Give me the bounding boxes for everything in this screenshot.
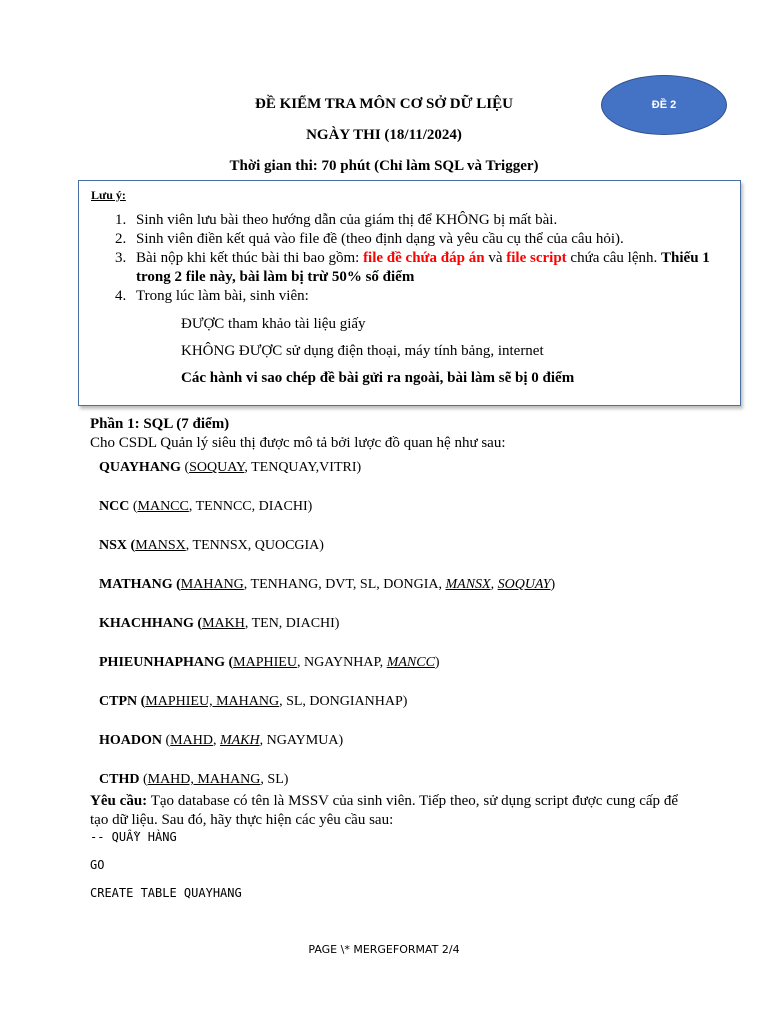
note-number: 1. bbox=[115, 212, 127, 228]
note-text: Bài nộp khi kết thúc bài thi bao gồm: bbox=[136, 250, 364, 266]
relation-name: NSX bbox=[99, 538, 128, 553]
code-go: GO bbox=[90, 858, 105, 872]
note-text: Sinh viên lưu bài theo hướng dẫn của giám thị để KHÔNG bị mất bài. bbox=[136, 212, 558, 228]
relation-name: MATHANG bbox=[99, 577, 173, 592]
attributes: , NGAYNHAP, bbox=[296, 655, 387, 670]
primary-key: MAHD bbox=[170, 733, 213, 748]
exam-date: NGÀY THI (18/11/2024) bbox=[306, 127, 462, 143]
foreign-key: MAKH bbox=[219, 733, 260, 748]
note-item-4 bbox=[115, 287, 715, 306]
primary-key: MANCC bbox=[137, 499, 189, 514]
requirement-text: Tạo database có tên là MSSV của sinh viên. Tiếp theo, sử dụng script được cung cấp để tạo dữ liệu. Sau đó, hãy thực hiện các yêu cầu sau: bbox=[90, 793, 679, 828]
schema-hoadon: HOADON (MAHD, MAKH, NGAYMUA) bbox=[99, 733, 344, 748]
attributes: , TENNCC, DIACHI) bbox=[188, 499, 313, 514]
schema-ncc: NCC (MANCC, TENNCC, DIACHI) bbox=[99, 499, 313, 514]
requirement-label: Yêu cầu: bbox=[90, 793, 148, 809]
primary-key: MAHANG bbox=[180, 577, 244, 592]
notes-label: Lưu ý: bbox=[91, 188, 126, 202]
relation-name: PHIEUNHAPHANG bbox=[99, 655, 225, 670]
note-text: chứa câu lệnh. bbox=[566, 250, 662, 266]
attributes: , NGAYMUA) bbox=[259, 733, 344, 748]
relation-name: CTPN bbox=[99, 694, 138, 709]
document-title: ĐỀ KIỂM TRA MÔN CƠ SỞ DỮ LIỆU bbox=[255, 96, 513, 112]
note-item-3 bbox=[115, 249, 715, 287]
part1-heading: Phần 1: SQL (7 điểm) bbox=[90, 416, 230, 432]
note-sub-item: Các hành vi sao chép đề bài gửi ra ngoài, bài làm sẽ bị 0 điểm bbox=[181, 370, 575, 386]
relation-name: HOADON bbox=[99, 733, 162, 748]
note-text: Trong lúc làm bài, sinh viên: bbox=[136, 288, 309, 304]
relation-name: QUAYHANG bbox=[99, 460, 181, 475]
note-penalty: Thiếu 1 trong 2 file này, bài làm bị trừ 50% số điểm bbox=[136, 250, 710, 285]
code-comment: -- QUẦY HÀNG bbox=[90, 830, 177, 844]
attributes: , TEN, DIACHI) bbox=[244, 616, 340, 631]
primary-key: MAHD, MAHANG bbox=[147, 772, 261, 787]
attributes: , TENNSX, QUOCGIA) bbox=[185, 538, 324, 553]
note-text: Sinh viên điền kết quả vào file đề (theo định dạng và yêu cầu cụ thể của câu hỏi). bbox=[136, 231, 624, 247]
page-footer: PAGE \* MERGEFORMAT 2/4 bbox=[308, 943, 460, 956]
notes-list bbox=[115, 211, 715, 306]
note-sub-item: ĐƯỢC tham khảo tài liệu giấy bbox=[181, 316, 366, 332]
note-sub-item: KHÔNG ĐƯỢC sử dụng điện thoại, máy tính bảng, internet bbox=[181, 343, 544, 359]
note-number: 2. bbox=[115, 231, 127, 247]
part1-intro: Cho CSDL Quản lý siêu thị được mô tả bởi lược đồ quan hệ như sau: bbox=[90, 435, 506, 451]
note-highlight: file đề chứa đáp án bbox=[363, 250, 485, 266]
primary-key: MANSX bbox=[135, 538, 186, 553]
primary-key: MAPHIEU, MAHANG bbox=[145, 694, 280, 709]
foreign-key: MANSX bbox=[445, 577, 491, 592]
attributes: , TENHANG, DVT, SL, DONGIA, bbox=[243, 577, 446, 592]
relation-name: CTHD bbox=[99, 772, 140, 787]
schema-quayhang: QUAYHANG (SOQUAY, TENQUAY,VITRI) bbox=[99, 460, 362, 475]
exam-duration: Thời gian thi: 70 phút (Chỉ làm SQL và Trigger) bbox=[229, 158, 539, 174]
exam-code-label: ĐỀ 2 bbox=[651, 99, 677, 111]
schema-ctpn: CTPN (MAPHIEU, MAHANG, SL, DONGIANHAP) bbox=[99, 694, 408, 709]
schema-nsx: NSX (MANSX, TENNSX, QUOCGIA) bbox=[99, 538, 324, 553]
notes-box bbox=[78, 180, 741, 406]
relation-name: NCC bbox=[99, 499, 130, 514]
requirement-paragraph bbox=[90, 792, 678, 830]
foreign-key: MANCC bbox=[386, 655, 435, 670]
note-item-2 bbox=[115, 230, 715, 249]
note-text: và bbox=[484, 250, 507, 266]
primary-key: SOQUAY bbox=[189, 460, 245, 475]
note-highlight: file script bbox=[506, 250, 567, 266]
schema-khachhang: KHACHHANG (MAKH, TEN, DIACHI) bbox=[99, 616, 340, 631]
attributes: , SL, DONGIANHAP) bbox=[279, 694, 408, 709]
primary-key: MAPHIEU bbox=[233, 655, 297, 670]
code-create-table: CREATE TABLE QUAYHANG bbox=[90, 886, 242, 900]
schema-phieunhaphang: PHIEUNHAPHANG (MAPHIEU, NGAYNHAP, MANCC) bbox=[99, 655, 440, 670]
primary-key: MAKH bbox=[202, 616, 245, 631]
relation-name: KHACHHANG bbox=[99, 616, 194, 631]
note-number: 3. bbox=[115, 250, 127, 266]
note-number: 4. bbox=[115, 288, 127, 304]
attributes: , SL) bbox=[260, 772, 289, 787]
schema-mathang: MATHANG (MAHANG, TENHANG, DVT, SL, DONGIA, MANSX, SOQUAY) bbox=[99, 577, 556, 592]
foreign-key: SOQUAY bbox=[497, 577, 551, 592]
attributes: , TENQUAY,VITRI) bbox=[244, 460, 362, 475]
exam-code-badge bbox=[601, 75, 727, 135]
schema-cthd: CTHD (MAHD, MAHANG, SL) bbox=[99, 772, 289, 787]
note-item-1 bbox=[115, 211, 715, 230]
